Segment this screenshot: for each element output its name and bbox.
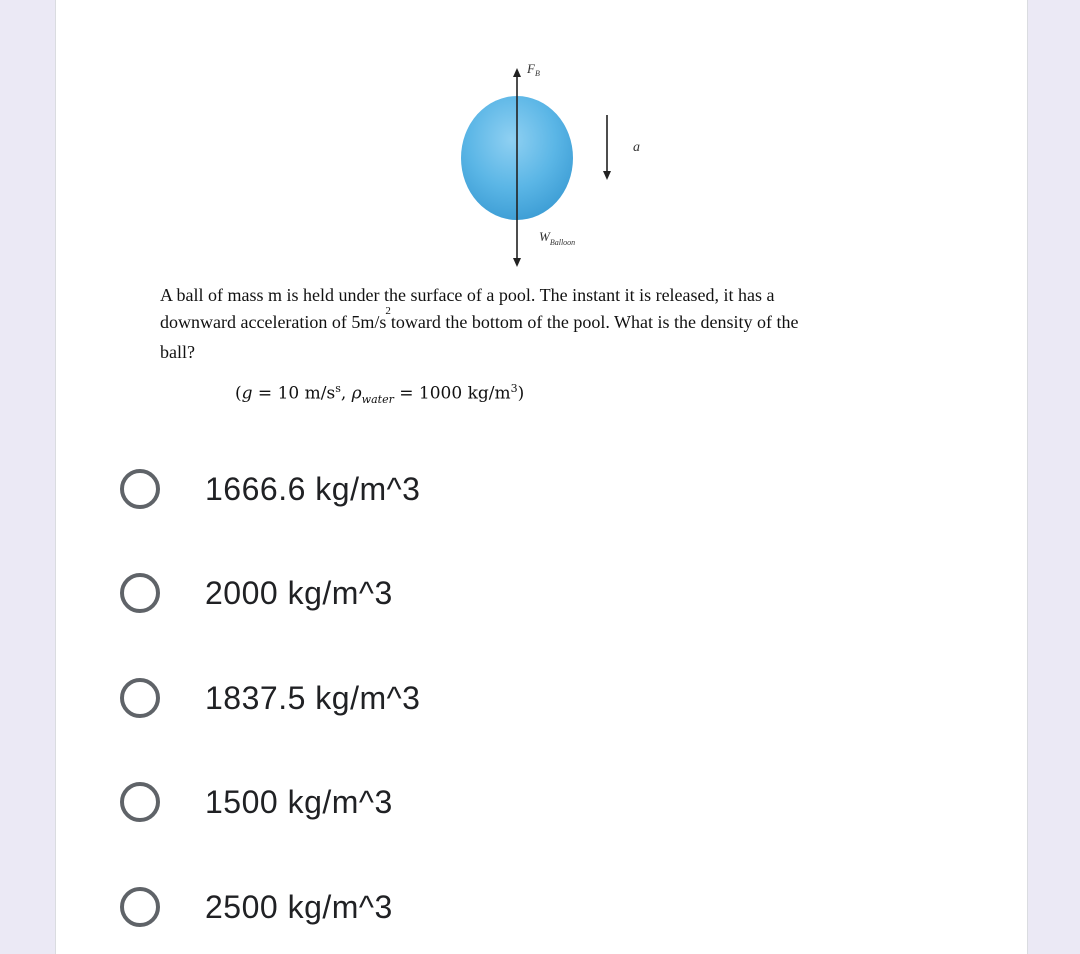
radio-button-icon[interactable] [120, 678, 160, 718]
g-symbol: g [241, 383, 253, 404]
buoyant-arrowhead [513, 68, 521, 77]
question-text [160, 282, 940, 366]
free-body-diagram [455, 55, 675, 270]
option-4[interactable] [120, 774, 600, 830]
rho-value: = 1000 kg/m [393, 383, 511, 404]
g-exponent: s [335, 382, 341, 395]
acceleration-arrowhead [603, 171, 611, 180]
given-comma: , [340, 383, 352, 404]
option-label: 2000 kg/m^3 [205, 574, 393, 611]
radio-button-icon[interactable] [120, 469, 160, 509]
buoyant-force-label: $F_B$ [527, 61, 540, 78]
option-3[interactable] [120, 670, 600, 726]
question-line-1: A ball of mass m is held under the surface of a pool. The instant it is released, it has a [160, 285, 775, 305]
radio-button-icon[interactable] [120, 782, 160, 822]
question-line-3: ball? [160, 342, 195, 362]
open-paren: ( [235, 383, 242, 404]
option-label: 2500 kg/m^3 [205, 888, 393, 925]
weight-label: $W_{Balloon}$ [539, 229, 576, 247]
question-line-2: downward acceleration of 5m/s2 toward the bottom of the pool. What is the density of the [160, 305, 799, 332]
rho-exponent: 3 [510, 382, 518, 395]
question-line-2-end: toward the bottom of the pool. What is the density of the [390, 312, 799, 332]
acceleration-label: a [633, 140, 640, 155]
radio-button-icon[interactable] [120, 887, 160, 927]
radio-button-icon[interactable] [120, 573, 160, 613]
option-label: 1500 kg/m^3 [205, 783, 393, 820]
option-5[interactable] [120, 879, 600, 935]
option-label: 1837.5 kg/m^3 [205, 679, 421, 716]
rho-symbol: ρ [351, 383, 362, 404]
option-2[interactable] [120, 565, 600, 621]
weight-arrowhead [513, 258, 521, 267]
close-paren: ) [517, 383, 525, 404]
g-value: = 10 m/s [252, 383, 336, 404]
rho-subscript: water [361, 393, 394, 407]
option-1[interactable] [120, 461, 600, 517]
given-values [235, 382, 524, 406]
option-label: 1666.6 kg/m^3 [205, 470, 421, 507]
question-line-2-start: downward acceleration of 5m/s [160, 312, 387, 332]
